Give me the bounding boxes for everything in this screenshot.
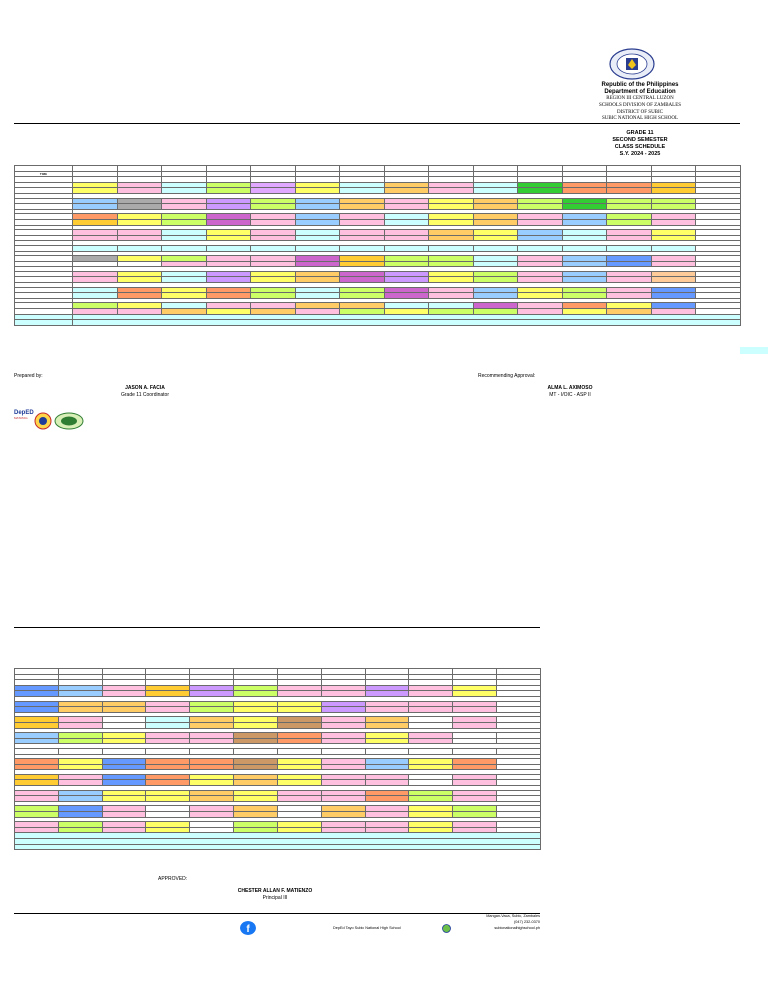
header-division: SCHOOLS DIVISION OF ZAMBALES [598, 103, 682, 108]
matatag-logo-text: MATATAG [14, 416, 28, 420]
prepared-by-label: Prepared by: [14, 373, 43, 379]
facebook-page-name[interactable]: DepEd Tayo Subic National High School [333, 926, 401, 930]
facebook-icon[interactable] [240, 921, 256, 935]
prepared-by-title: Grade 11 Coordinator [121, 392, 169, 398]
page-divider [14, 627, 540, 628]
recommending-title: MT - I/OIC - ASP II [549, 392, 591, 398]
header-divider [14, 123, 740, 124]
tail-cell [73, 320, 741, 326]
approved-label: APPROVED: [158, 876, 188, 882]
prepared-by-name: JASON A. FACIA [125, 385, 165, 391]
time-cell: TIME [15, 171, 73, 177]
footer-phone: (047) 232-0370 [514, 920, 540, 924]
schedule-table-top [14, 165, 741, 326]
title-school-year: S.Y. 2024 - 2025 [619, 151, 661, 157]
title-schedule: CLASS SCHEDULE [614, 144, 666, 150]
header-school: SUBIC NATIONAL HIGH SCHOOL [601, 116, 679, 121]
header-department: Department of Education [604, 89, 676, 95]
recommending-label: Recommending Approval: [478, 373, 536, 379]
svg-text:f: f [246, 924, 250, 935]
deped-logo-text: DepED [14, 410, 34, 416]
school-logo-icon [54, 412, 84, 430]
tail-cell [15, 320, 73, 326]
side-strip [740, 347, 768, 354]
header-district: DISTRICT OF SUBIC [616, 110, 664, 115]
footer-website[interactable]: subicnationalhighschool.ph [494, 926, 540, 930]
approved-title: Principal III [262, 895, 288, 901]
footer-address: Mangan-Vaca, Subic, Zambales [486, 914, 540, 918]
header-region: REGION III CENTRAL LUZON [606, 96, 674, 101]
deped-seal-logo [605, 48, 659, 80]
schedule-table-bottom [14, 668, 541, 850]
title-semester: SECOND SEMESTER [612, 137, 668, 143]
tail-row [15, 320, 741, 326]
recommending-name: ALMA L. AXIMOSO [547, 385, 593, 391]
approved-name: CHESTER ALLAN F. MATIENZO [237, 888, 313, 894]
tail-cell [15, 844, 541, 850]
title-grade: GRADE 11 [626, 130, 654, 136]
emblem-icon [34, 412, 52, 430]
header-republic: Republic of the Philippines [601, 82, 679, 88]
tail-row [15, 844, 541, 850]
